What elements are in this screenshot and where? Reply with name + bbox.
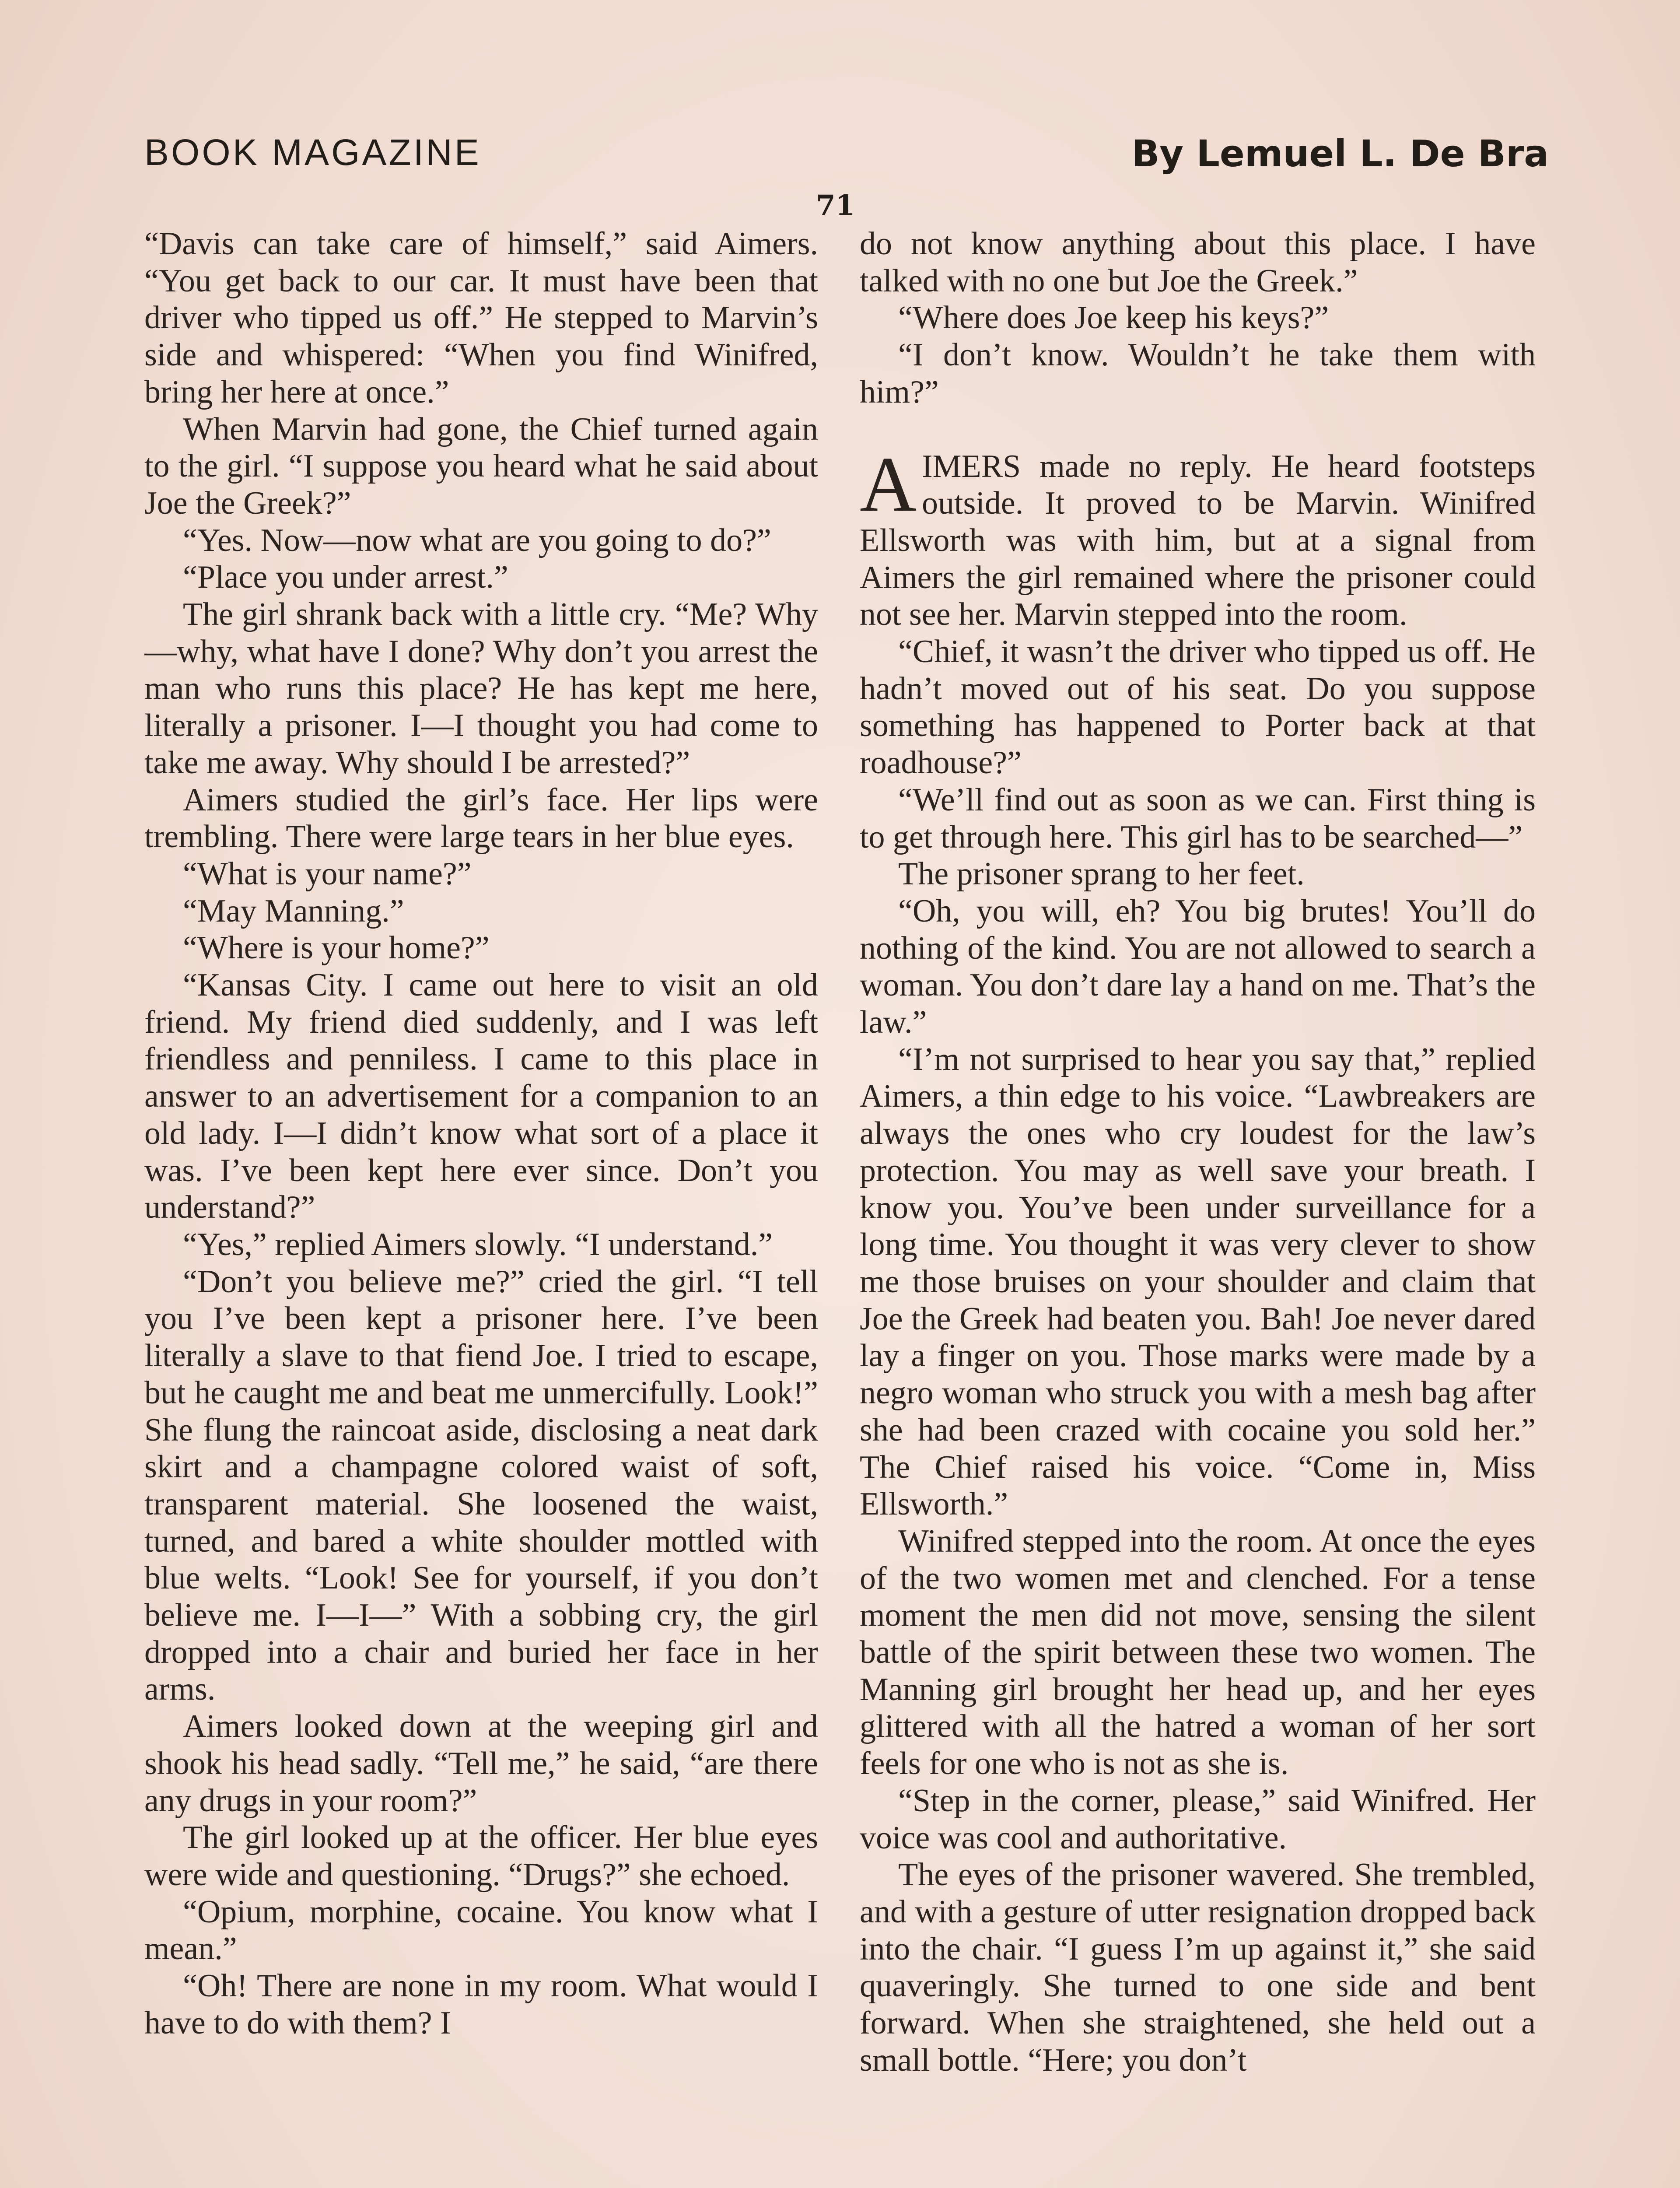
- paragraph: “Don’t you believe me?” cried the girl. “I tell you I’ve been kept a prisoner here. I’ve been literally a slave to that fiend Joe. I tried to escape, but he caught me and beat me unmercifully. Look!” She flung the raincoat aside, disclosing a neat dark skirt and a champagne colored waist of soft, transparent material. She loosened the waist, turned, and bared a white shoulder mottled with blue welts. “Look! See for yourself, if you don’t believe me. I—I—” With a sobbing cry, the girl dropped into a chair and buried her face in her arms.: [144, 1263, 818, 1708]
- paragraph: “Davis can take care of himself,” said Aimers. “You get back to our car. It must have been that driver who tipped us off.” He stepped to Marvin’s side and whispered: “When you find Winifred, bring her here at once.”: [144, 226, 818, 410]
- paragraph: “Where does Joe keep his keys?”: [898, 300, 1329, 336]
- paragraph: do not know anything about this place. I have talked with no one but Joe the Greek.”: [860, 226, 1536, 299]
- paragraph: “Oh! There are none in my room. What would I have to do with them? I: [144, 1968, 818, 2041]
- paragraph: “Place you under arrest.”: [183, 559, 508, 596]
- paragraph: Winifred stepped into the room. At once the eyes of the two women met and clenched. For a tense moment the men did not move, sensing the silent battle of the spirit between these two women. The Manning girl brought her head up, and her eyes glittered with all the hatred a woman of her sort feels for one who is not as she is.: [860, 1523, 1536, 1782]
- author-byline: By Lemuel L. De Bra: [1131, 132, 1549, 175]
- paragraph: “I’m not surprised to hear you say that,” replied Aimers, a thin edge to his voice. “Lawbreakers are always the ones who cry loudest for the law’s protection. You may as well save your breath. I know you. You’ve been under surveillance for a long time. You thought it was very clever to show me those bruises on your shoulder and claim that Joe the Greek had beaten you. Bah! Joe never dared lay a finger on you. Those marks were made by a negro woman who struck you with a mesh bag after she had been crazed with cocaine you sold her.” The Chief raised his voice. “Come in, Miss Ellsworth.”: [860, 1041, 1536, 1522]
- drop-cap-paragraph: [860, 440, 1536, 634]
- magazine-title: BOOK MAGAZINE: [144, 132, 481, 173]
- paragraph: “Yes,” replied Aimers slowly. “I understand.”: [183, 1226, 773, 1262]
- right-column: [860, 225, 1536, 2188]
- paragraph: “Step in the corner, please,” said Winifred. Her voice was cool and authoritative.: [860, 1782, 1536, 1856]
- paragraph: The girl looked up at the officer. Her blue eyes were wide and questioning. “Drugs?” she echoed.: [144, 1820, 818, 1893]
- paragraph: When Marvin had gone, the Chief turned again to the girl. “I suppose you heard what he said about Joe the Greek?”: [144, 411, 818, 521]
- paragraph: The girl shrank back with a little cry. “Me? Why—why, what have I done? Why don’t you arrest the man who runs this place? He has kept me here, literally a prisoner. I—I thought you had come to take me away. Why should I be arrested?”: [144, 596, 818, 781]
- paragraph: The eyes of the prisoner wavered. She trembled, and with a gesture of utter resignation dropped back into the chair. “I guess I’m up against it,” she said quaveringly. She turned to one side and bent forward. When she straightened, she held out a small bottle. “Here; you don’t: [860, 1857, 1536, 2078]
- paragraph: “Yes. Now—now what are you going to do?”: [183, 522, 771, 558]
- paragraph: “What is your name?”: [183, 856, 472, 892]
- paragraph: “Oh, you will, eh? You big brutes! You’ll do nothing of the kind. You are not allowed to search a woman. You don’t dare lay a hand on me. That’s the law.”: [860, 893, 1536, 1041]
- paragraph: The prisoner sprang to her feet.: [898, 856, 1305, 892]
- paragraph: “We’ll find out as soon as we can. First thing is to get through here. This girl has to be searched—”: [860, 782, 1536, 855]
- paragraph: “May Manning.”: [183, 893, 404, 929]
- left-column: [144, 225, 818, 2188]
- paragraph: Aimers looked down at the weeping girl and shook his head sadly. “Tell me,” he said, “are there any drugs in your room?”: [144, 1708, 818, 1819]
- drop-cap-letter: A: [860, 440, 917, 528]
- paragraph: Aimers studied the girl’s face. Her lips were trembling. There were large tears in her blue eyes.: [144, 782, 818, 855]
- paragraph: “Opium, morphine, cocaine. You know what I mean.”: [144, 1893, 818, 1967]
- paragraph: “Kansas City. I came out here to visit an old friend. My friend died suddenly, and I was left friendless and penniless. I came to this place in answer to an advertisement for a companion to an old lady. I—I didn’t know what sort of a place it was. I’ve been kept here ever since. Don’t you understand?”: [144, 967, 818, 1226]
- paragraph: “I don’t know. Wouldn’t he take them with him?”: [860, 337, 1536, 410]
- paragraph: “Where is your home?”: [183, 930, 490, 966]
- paragraph: “Chief, it wasn’t the driver who tipped us off. He hadn’t moved out of his seat. Do you suppose something has happened to Porter back at that roadhouse?”: [860, 634, 1536, 781]
- drop-cap-text: IMERS made no reply. He heard footsteps outside. It proved to be Marvin. Winifred Ellsworth was with him, but at a signal from Aimers the girl remained where the prisoner could not see her. Marvin stepped into the room.: [860, 448, 1536, 633]
- page-number: 71: [816, 189, 855, 222]
